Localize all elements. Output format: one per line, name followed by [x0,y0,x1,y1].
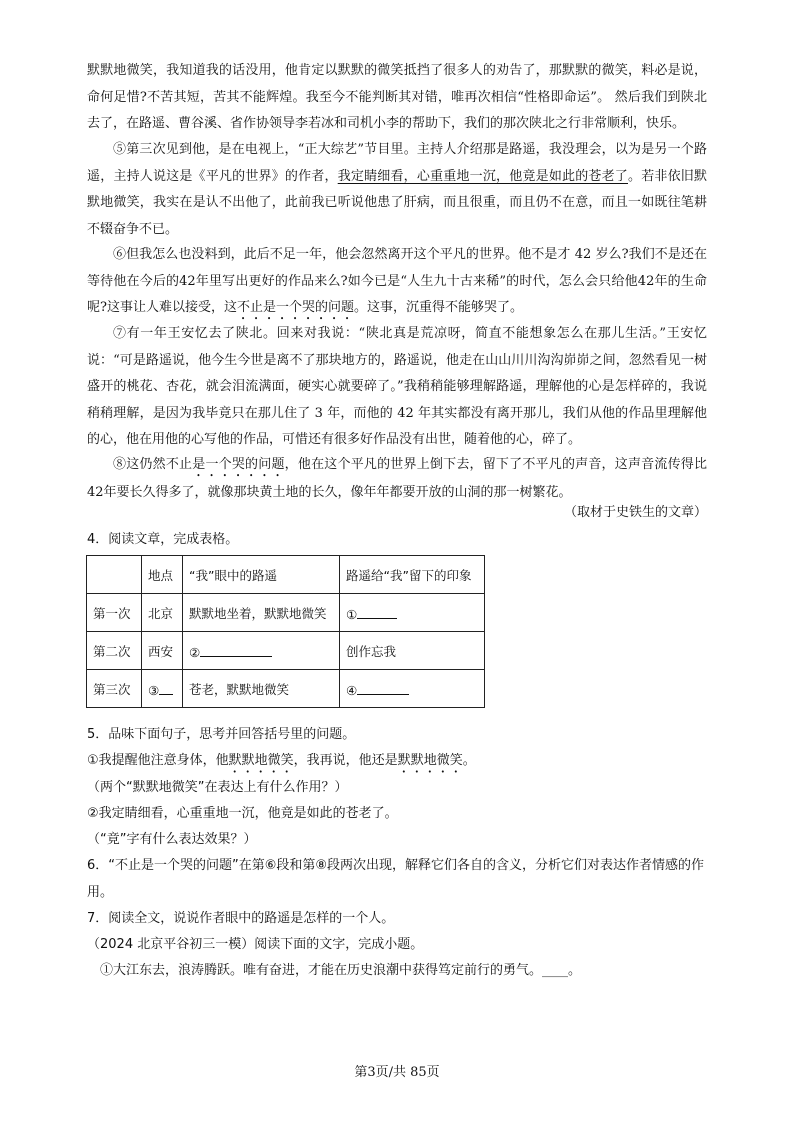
question-5-sentence-1: ①我提醒他注意身体，他默默地微笑，我再说，他还是默默地微笑。 [87,753,476,768]
table-row-label: 第三次 [87,670,142,708]
paragraph-6 [87,242,707,323]
table-cell-view: 苍老，默默地微笑 [183,670,340,708]
paragraph-5 [87,137,707,243]
table-cell-view: 默默地坐着，默默地微笑 [183,594,340,632]
table-cell-place: 西安 [142,632,183,670]
paragraph-5-text-b: 。若非依旧默默地微笑，我实在是认不出他了，此前我已听说他患了肝病，而且很重，而且仍不在意，而且一如既往笔耕不辍奋争不已。 [87,168,707,237]
dotted-phrase: 默默地微笑 [228,753,294,768]
page-footer: 第3页/共 85页 [354,1065,440,1080]
table-header-row [87,556,485,594]
question-6-text: 6．“不止是一个哭的问题”在第⑥段和第⑧段两次出现，解释它们各自的含义，分析它们对表达作者情感的作用。 [87,858,705,900]
article-source: （取材于史铁生的文章） [563,505,707,520]
paragraph-6-text-b: 。这事，沉重得不能够哭了。 [354,300,524,315]
table-cell-impression: 创作忘我 [340,632,485,670]
paragraph-intro-text: 默默地微笑，我知道我的话没用，他肯定以默默的微笑抵挡了很多人的劝告了，那默默的微笑，料必是说，命何足惜?不苦其短，苦其不能辉煌。我至今不能判断其对错，唯再次相信“性格即命运”。 然后我们到陕北去了，在路遥、曹谷溪、省作协领导李若冰和司机小李的帮助下，我们的那次陕北之行非常顺利，快乐。 [87,63,707,131]
paragraph-5-text-a: ⑤第三次见到他，是在电视上，“正大综艺”节目里。主持人介绍那是路遥，我没理会，以为是另一个路遥，主持人说这是《平凡的世界》的作者， [87,142,707,184]
next-section-line-1: ①大江东去，浪涛腾跃。唯有奋进，才能在历史浪潮中获得笃定前行的勇气。____。 [100,963,582,978]
paragraph-8-text-b: ，他在这个平凡的世界上倒下去，留下了不平凡的声音，这声音流传得比42年要长久得多了，就像那块黄土地的长久，像年年都要开放的山洞的那一树繁花。 [87,457,707,500]
answer-blank-3[interactable] [159,680,173,695]
paragraph-6-text-a: ⑥但我怎么也没料到，此后不足一年，他会忽然离开这个平凡的世界。他不是才 42 岁么?我们不是还在等待他在今后的42年里写出更好的作品来么?如今已是“人生九十古来稀”的时代，怎么会只给他42年的生命呢?这事让人难以接受，这 [87,247,707,315]
question-4-prompt: 4．阅读文章，完成表格。 [87,532,239,547]
table-header-cell: 地点 [142,556,183,594]
answer-blank-1[interactable] [357,604,397,619]
paragraph-5-underlined-sentence: 我定睛细看，心重重地一沉，他竟是如此的苍老了 [337,168,628,184]
table-row [87,632,485,670]
paragraph-intro [87,58,707,138]
answer-blank-4[interactable] [357,680,409,695]
question-5-question-2: （“竟”字有什么表达效果？） [87,832,257,847]
dotted-phrase: 默默地微笑 [397,753,463,768]
table-cell-impression: ④ [340,670,485,708]
paragraph-7 [87,321,707,454]
table-header-cell: 路遥给“我”留下的印象 [340,556,485,594]
table-row-label: 第一次 [87,594,142,632]
answer-blank-2[interactable] [200,642,272,657]
table-cell-place: 北京 [142,594,183,632]
paragraph-8-dotted-phrase: 是一个哭的问题 [192,457,285,472]
question-5-prompt: 5．品味下面句子，思考并回答括号里的问题。 [87,727,356,742]
table-row [87,594,485,632]
question-5-question-1: （两个“默默地微笑”在表达上有什么作用？） [87,780,348,795]
table-header-cell [87,556,142,594]
table-cell-place: ③ [142,670,183,708]
table-cell-view: ② [183,632,340,670]
paragraph-8-text-a: ⑧这仍然不止 [113,457,193,472]
table-header-cell: “我”眼中的路遥 [183,556,340,594]
question-7-text: 7．阅读全文，说说作者眼中的路遥是怎样的一个人。 [87,911,395,926]
question-5-sentence-2: ②我定睛细看，心重重地一沉，他竟是如此的苍老了。 [87,806,398,821]
table-cell-impression: ① [340,594,485,632]
paragraph-7-text: ⑦有一年王安忆去了陕北。回来对我说：“陕北真是荒凉呀，简直不能想象怎么在那儿生活。”王安忆说：“可是路遥说，他今生今世是离不了那块地方的，路遥说，他走在山山川川沟沟峁峁之间，忽然看见一树盛开的桃花、杏花，就会泪流满面，硬实心就要碎了。”我稍稍能够理解路遥，理解他的心是怎样碎的，我说稍稍理解，是因为我毕竟只在那儿住了 3 年，而他的 42 年其实都没有离开那儿，我们从他的作品里理解他的心，他在用他的心写他的作品，可惜还有很多好作品没有出世，随着他的心，碎了。 [87,326,707,447]
table-row-label: 第二次 [87,632,142,670]
question-4-table [86,555,485,708]
next-section-header: （2024 北京平谷初三一模）阅读下面的文字，完成小题。 [87,937,424,952]
paragraph-6-dotted-phrase: 不止是一个哭的问题 [236,300,354,315]
paragraph-8 [87,452,707,507]
table-row [87,670,485,708]
